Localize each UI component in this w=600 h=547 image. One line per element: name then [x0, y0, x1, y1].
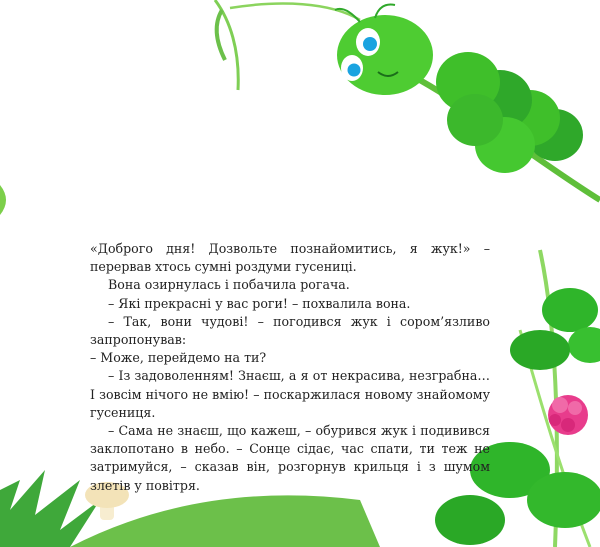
story-paragraph: – Які прекрасні у вас роги! – похвалила вона. — [108, 295, 411, 311]
story-paragraph: Вона озирнулась і побачила рогача. — [108, 277, 350, 293]
clover-leaf — [542, 288, 598, 332]
clover-leaf — [510, 330, 570, 370]
story-paragraph: «Доброго дня! Дозвольте познайомитись, я жук!» – перервав хтось сумні роздуми гусениці. — [90, 241, 490, 275]
pink-clover-flower — [548, 395, 588, 435]
caterpillar-pupil — [348, 64, 361, 77]
story-paragraph: – Може, перейдемо на ти? — [90, 350, 267, 366]
caterpillar-segment — [447, 94, 503, 146]
grass-blade-top-stem — [230, 4, 360, 20]
clover-leaf — [568, 327, 600, 363]
story-text — [90, 240, 490, 495]
clover-leaf — [435, 495, 505, 545]
caterpillar-head — [337, 15, 433, 95]
caterpillar — [335, 5, 583, 173]
story-paragraph: – Так, вони чудові! – погодився жук і сором’язливо запропонував: — [90, 313, 490, 348]
story-paragraph: – Сама не знаєш, що кажеш, – обурився жук і подивився заклопотано в небо. – Сонце сідає, час спати, ти теж не затримуйся, – сказав він, розгорнув крильця і з шумом злетів у повітря. — [90, 423, 490, 493]
leaf-left-edge — [0, 185, 6, 215]
grass-blade-top — [217, 10, 225, 60]
clover-leaf — [527, 472, 600, 528]
story-paragraph: – Із задоволенням! Знаєш, а я от некрасива, незграбна… І зовсім нічого не вмію! – поскаржилася новому знайомому гусениця. — [90, 368, 490, 420]
caterpillar-pupil — [363, 37, 377, 51]
grass-tuft-left — [0, 470, 100, 547]
